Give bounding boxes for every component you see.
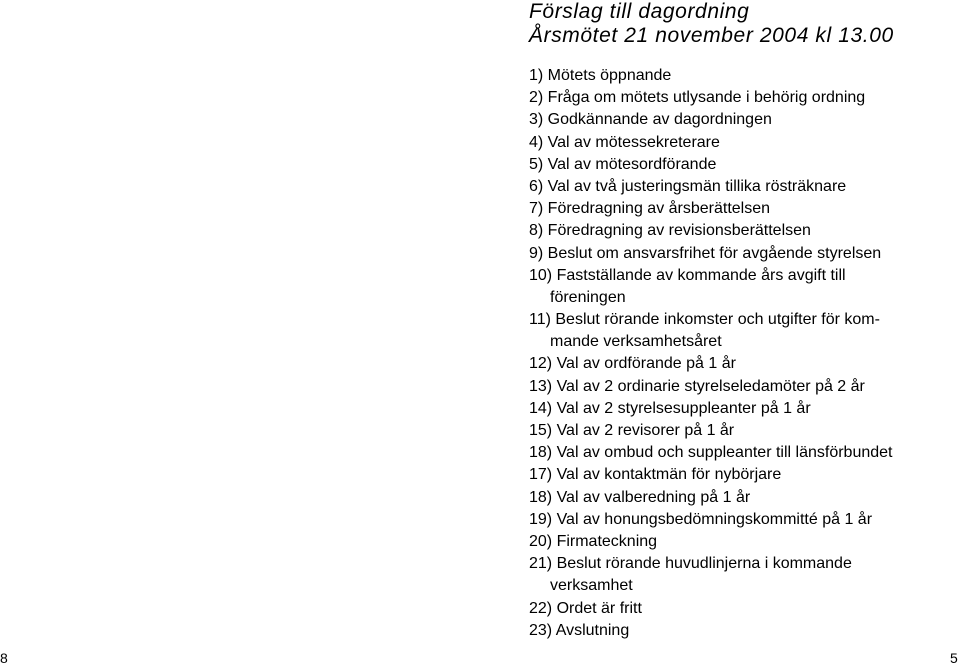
agenda-item: 10) Fastställande av kommande års avgift till [529, 266, 846, 284]
agenda-item: 3) Godkännande av dagordningen [529, 111, 772, 129]
page-number-left: 8 [0, 650, 8, 666]
agenda-item-continuation: mande verksamhetsåret [550, 333, 722, 351]
agenda-item: 17) Val av kontaktmän för nybörjare [529, 466, 782, 484]
agenda-item: 15) Val av 2 revisorer på 1 år [529, 422, 735, 439]
agenda-item: 11) Beslut rörande inkomster och utgifter för kom- [529, 311, 880, 329]
agenda-item: 23) Avslutning [529, 621, 630, 639]
agenda-item: 4) Val av mötessekreterare [529, 133, 720, 151]
agenda-item-continuation: föreningen [550, 288, 626, 306]
agenda-item: 18) Val av valberedning på 1 år [529, 488, 751, 506]
agenda-item: 22) Ordet är fritt [529, 599, 642, 617]
agenda-item: 21) Beslut rörande huvudlinjerna i kommande [529, 555, 852, 573]
agenda-item: 20) Firmateckning [529, 532, 658, 550]
document-header [529, 0, 894, 48]
agenda-item: 13) Val av 2 ordinarie styrelseledamöter på 2 år [529, 377, 865, 395]
agenda-list [529, 65, 892, 642]
agenda-item: 19) Val av honungsbedömningskommitté på 1 år [529, 510, 873, 528]
agenda-item-continuation: verksamhet [550, 577, 633, 595]
page-number-right: 5 [950, 650, 958, 666]
agenda-item: 2) Fråga om mötets utlysande i behörig ordning [529, 89, 866, 107]
agenda-item: 12) Val av ordförande på 1 år [529, 355, 736, 373]
agenda-item: 6) Val av två justeringsmän tillika rösträknare [529, 177, 847, 195]
agenda-item: 5) Val av mötesordförande [529, 155, 717, 173]
agenda-item: 8) Föredragning av revisionsberättelsen [529, 222, 811, 240]
agenda-item: 7) Föredragning av årsberättelsen [529, 200, 771, 218]
document-subtitle: Årsmötet 21 november 2004 kl 13.00 [529, 24, 894, 47]
agenda-item: 14) Val av 2 styrelsesuppleanter på 1 år [529, 399, 811, 417]
document-title: Förslag till dagordning [529, 0, 750, 23]
agenda-item: 1) Mötets öppnande [529, 67, 672, 84]
agenda-item: 18) Val av ombud och suppleanter till länsförbundet [529, 444, 893, 462]
agenda-item: 9) Beslut om ansvarsfrihet för avgående styrelsen [529, 244, 882, 262]
